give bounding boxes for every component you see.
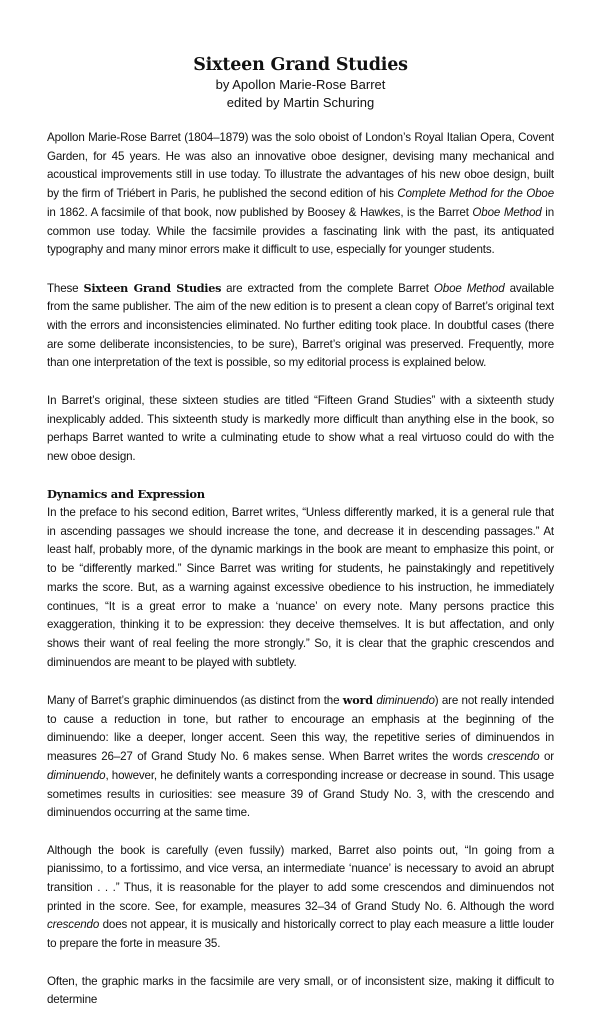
section-heading: Dynamics and Expression	[47, 487, 205, 502]
text-run: in common use today. While the facsimile provides a fascinating link with the past, its antiquated typography and many minor errors make it difficult to use, especially for younger students.	[47, 205, 554, 257]
text-run: in 1862. A facsimile of that book, now published by Boosey & Hawkes, is the Barret	[47, 205, 473, 219]
text-run: Many of Barret’s graphic diminuendos (as distinct from the	[47, 694, 343, 708]
text-run: ) are not really intended to cause a reduction in tone, but rather to encourage an emphasis at the beginning of the diminuendo: like a deeper, longer accent. Seen this way, the repetitive series of diminuendos in measures 26–27 of Grand Study No. 6 makes sense. When Barret writes the words	[47, 694, 554, 764]
diminuendo-paragraph	[47, 691, 554, 823]
document-title: Sixteen Grand Studies	[193, 55, 408, 75]
italic-term: crescendo	[487, 750, 540, 764]
document-page	[47, 54, 554, 1010]
author-line: by Apollon Marie-Rose Barret	[215, 77, 386, 92]
sixteenth-study-paragraph: In Barret’s original, these sixteen studies are titled “Fifteen Grand Studies” with a sixteenth study inexplicably added. This sixteenth study is markedly more difficult than anything else in the book, so perhaps Barret wanted to write a culminating etude to show what a real virtuoso could do with the new oboe design.	[47, 393, 554, 463]
text-run: or	[539, 750, 554, 764]
edition-paragraph	[47, 279, 554, 374]
italic-term: diminuendo	[376, 694, 435, 708]
dynamics-paragraph: In the preface to his second edition, Barret writes, “Unless differently marked, it is a general rule that in ascending passages we should increase the tone, and decrease it in descending passages.” At least half, probably more, of the dynamic markings in the book are meant to emphasize this point, or to be “differently marked.” Since Barret was writing for students, he painstakingly and repetitively marks the score. But, as a warning against excessive obedience to his instruction, he immediately continues, “It is a great error to make a ‘nuance’ on every note. Many persons practice this exaggeration, thinking it to be expression: they deceive themselves. It is but affectation, and only shows their want of real feeling the more strongly.” So, it is clear that the graphic crescendos and diminuendos are meant to be played with subtlety.	[47, 506, 554, 669]
text-run: Apollon Marie-Rose Barret (1804–1879) was the solo oboist of London’s Royal Italian Opera, Covent Garden, for 45 years. He was also an innovative oboe designer, devising many mechanical and acoustical improvements still in use today. To illustrate the advantages of his new oboe design, built by the firm of Triébert in Paris, he published the second edition of his	[47, 131, 554, 201]
text-run: does not appear, it is musically and historically correct to play each measure a little louder to prepare the forte in measure 35.	[47, 918, 554, 951]
intro-paragraph	[47, 129, 554, 260]
bold-word: word	[342, 693, 373, 708]
final-paragraph: Often, the graphic marks in the facsimile are very small, or of inconsistent size, making it difficult to determine	[47, 974, 554, 1007]
text-run: are extracted from the complete Barret	[221, 281, 434, 295]
nuance-paragraph	[47, 842, 554, 954]
book-title-italic: Complete Method for the Oboe	[397, 187, 554, 201]
text-run: Although the book is carefully (even fussily) marked, Barret also points out, “In going from a pianissimo, to a fortissimo, and vice versa, an intermediate ‘nuance’ is necessary to avoid an abrupt transition . . .” Thus, it is reasonable for the player to add some crescendos and diminuendos not printed in the score. See, for example, measures 32–34 of Grand Study No. 6. Although the word	[47, 843, 554, 913]
text-run: These	[47, 281, 84, 295]
book-title-italic: Oboe Method	[472, 205, 542, 219]
bold-title: Sixteen Grand Studies	[83, 280, 222, 295]
text-run: , however, he definitely wants a corresponding increase or decrease in sound. This usage sometimes results in curiosities: see measure 39 of Grand Study No. 3, with the crescendo and diminuendos occurring at the same time.	[47, 768, 554, 820]
book-title-italic: Oboe Method	[433, 281, 505, 295]
editor-line: edited by Martin Schuring	[226, 95, 375, 110]
text-run: available from the same publisher. The aim of the new edition is to present a clean copy of Barret’s original text with the errors and inconsistencies eliminated. No further editing took place. In doubtful cases (there are some deliberate inconsistencies, to be sure), Barret’s original was preserved. Frequently, more than one interpretation of the text is possible, so my editorial process is explained below.	[47, 281, 554, 370]
italic-term: crescendo	[47, 918, 100, 932]
italic-term: diminuendo	[47, 768, 106, 782]
